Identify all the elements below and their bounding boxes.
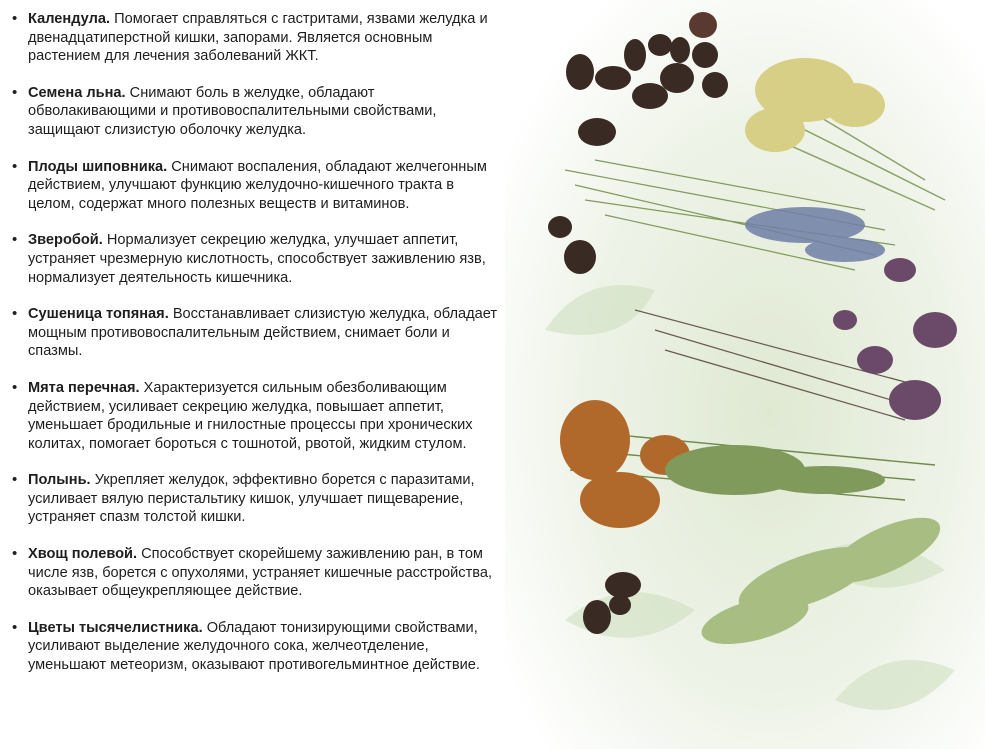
herb-name: Плоды шиповника. <box>28 158 168 175</box>
herb-description: Снимают воспаления, обладают желчегонным действием, улучшают функцию желудочно-кишечного тракта в целом, содержат много полезных веществ и витаминов. <box>28 158 487 212</box>
herb-description: Нормализует секрецию желудка, улучшает аппетит, устраняет чрезмерную кислотность, способствует заживлению язв, нормализует деятельность кишечника. <box>28 232 486 286</box>
herb-name: Хвощ полевой. <box>28 546 138 563</box>
herb-item <box>8 84 498 140</box>
herb-name: Цветы тысячелистника. <box>28 619 203 636</box>
herb-item <box>8 158 498 214</box>
herb-item <box>8 10 498 66</box>
herb-item <box>8 231 498 287</box>
herb-item <box>8 545 498 601</box>
herb-item <box>8 379 498 453</box>
herb-description: Снимают боль в желудке, обладают обволакивающими и противовоспалительными свойствами, защищают слизистую оболочку желудка. <box>28 84 437 138</box>
herb-description: Восстанавливает слизистую желудка, обладает мощным противовоспалительным действием, снимает боли и спазмы. <box>28 306 498 360</box>
herb-description: Обладают тонизирующими свойствами, усиливают выделение желудочного сока, желчеотделение, уменьшают метеоризм, оказывают противогельминтное действие. <box>28 619 480 674</box>
herb-item <box>8 305 498 361</box>
herb-description: Характеризуется сильным обезболивающим действием, усиливает секрецию желудка, повышает аппетит, уменьшает бродильные и гнилостные процессы при хронических колитах, помогает бороться с тошнотой, рвотой, жидким стулом. <box>28 379 473 452</box>
herb-name: Мята перечная. <box>28 379 140 396</box>
herb-description: Укрепляет желудок, эффективно борется с паразитами, усиливает вялую перистальтику кишок, улучшает пищеварение, устраняет спазм толстой кишки. <box>28 472 475 526</box>
herb-description: Способствует скорейшему заживлению ран, в том числе язв, борется с опухолями, устраняет кишечные расстройства, оказывает общеукрепляющее действие. <box>28 546 493 600</box>
herb-name: Сушеница топяная. <box>28 306 169 323</box>
herb-list <box>8 10 498 675</box>
herb-item <box>8 619 498 675</box>
herb-name: Полынь. <box>28 472 91 489</box>
dried-herbs-illustration <box>505 0 985 749</box>
herb-name: Зверобой. <box>28 232 103 249</box>
herb-description: Помогает справляться с гастритами, язвами желудка и двенадцатиперстной кишки, запорами. Является основным растением для лечения заболеваний ЖКТ. <box>28 11 488 65</box>
herb-item <box>8 471 498 527</box>
herb-name: Календула. <box>28 11 111 27</box>
herb-name: Семена льна. <box>28 84 126 101</box>
